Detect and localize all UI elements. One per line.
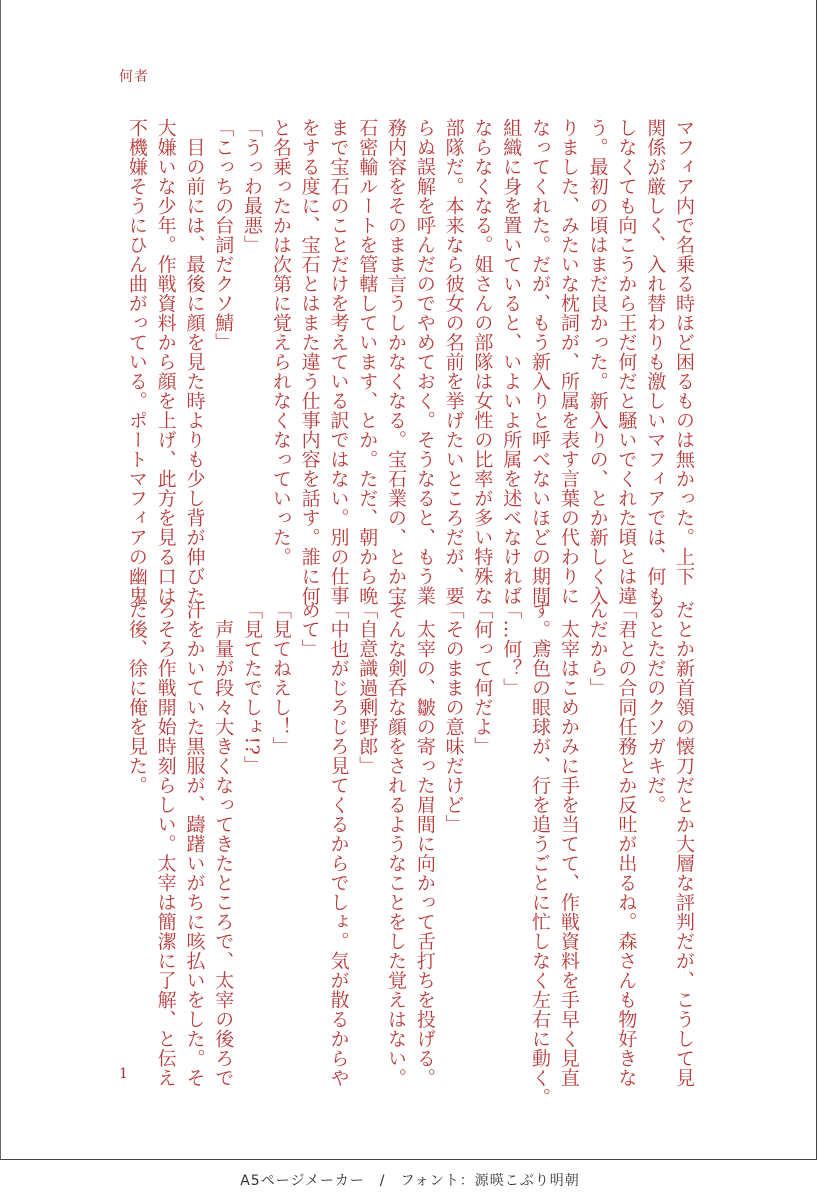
upper-text-block xyxy=(122,118,698,606)
text-line: 「何って何だよ」 xyxy=(471,600,494,756)
text-line: 「自意識過剰野郎」 xyxy=(356,600,379,776)
text-line: す。鳶色の眼球が、行を追うごとに忙しなく左右に動く。 xyxy=(529,600,552,1107)
text-line: 目の前には、最後に顔を見た時よりも少し背が伸びた xyxy=(183,118,206,606)
text-line: 組織に身を置いていると、いよいよ所属を述べなければ xyxy=(500,118,523,606)
text-line: 「こっちの台詞だクソ鯖」 xyxy=(212,118,235,352)
text-line: マフィア内で名乗る時ほど困るものは無かった。上下 xyxy=(673,118,695,586)
text-line: 務内容をそのまま言うしかなくなる。宝石業の、とか宝 xyxy=(385,118,408,606)
text-line: だとか新首領の懐刀だとか大層な評判だが、こうして見 xyxy=(673,600,695,1088)
text-line: 石密輸ルートを管轄しています、とか。ただ、朝から晩 xyxy=(356,118,379,606)
text-line: まで宝石のことだけを考えている訳ではない。別の仕事 xyxy=(327,118,350,606)
text-line: 太宰の、皺の寄った眉間に向かって舌打ちを投げる。 xyxy=(413,600,436,1088)
text-line: 「中也がじろじろ見てくるからでしょ。気が散るからや xyxy=(327,600,350,1088)
text-line: らぬ誤解を呼んだのでやめておく。そうなると、もう業 xyxy=(413,118,436,606)
lower-text-block xyxy=(122,600,698,1107)
text-line: た後、徐に俺を見た。 xyxy=(125,600,148,795)
text-line: 汗をかいていた黒服が、躊躇いがちに咳払いをした。そ xyxy=(183,600,206,1088)
text-line: う。最初の頃はまだ良かった。新入りの、とか新しく入 xyxy=(586,118,609,606)
text-line: ならなくなる。姐さんの部隊は女性の比率が多い特殊な xyxy=(471,118,494,606)
text-line: 太宰はこめかみに手を当てて、作戦資料を手早く見直 xyxy=(557,600,580,1088)
page-number: 1 xyxy=(119,1066,128,1082)
text-line: 「…何？」 xyxy=(500,600,523,698)
text-line: なってくれた。だが、もう新入りと呼べないほどの期間 xyxy=(529,118,552,606)
text-line: りました、みたいな枕詞が、所属を表す言葉の代わりに xyxy=(557,118,580,606)
text-line: と名乗ったかは次第に覚えられなくなっていった。 xyxy=(269,118,292,567)
text-line: 「うっわ最悪」 xyxy=(241,118,264,255)
text-line: 「そのままの意味だけど」 xyxy=(442,600,465,834)
text-line: 声量が段々大きくなってきたところで、太宰の後ろで xyxy=(212,600,235,1088)
text-line: めて」 xyxy=(298,600,321,659)
text-line: 大嫌いな少年。作戦資料から顔を上げ、此方を見る口は xyxy=(154,118,177,606)
text-line: 関係が厳しく、入れ替わりも激しいマフィアでは、何も xyxy=(644,118,667,606)
text-line: そんな剣呑な顔をされるようなことをした覚えはない。 xyxy=(385,600,408,1088)
text-line: をする度に、宝石とはまた違う仕事内容を話す。誰に何 xyxy=(298,118,321,606)
text-line: んだから」 xyxy=(586,600,609,698)
text-line: しなくても向こうから王だ何だと騒いでくれた頃とは違 xyxy=(615,118,638,606)
text-line: るとただのクソガキだ。 xyxy=(644,600,667,815)
text-line: 「君との合同任務とか反吐が出るね。森さんも物好きな xyxy=(615,600,638,1088)
text-line: ろそろ作戦開始時刻らしい。太宰は簡潔に了解、と伝え xyxy=(154,600,177,1088)
text-line: 部隊だ。本来なら彼女の名前を挙げたいところだが、要 xyxy=(442,118,465,606)
running-head: 何者 xyxy=(119,69,149,85)
footer-caption: A5ページメーカー / フォント：源暎こぶり明朝 xyxy=(240,1173,580,1189)
text-line: 「見てたでしょ!?」 xyxy=(241,600,264,775)
text-line: 「見てねえし！」 xyxy=(269,600,292,756)
text-line: 不機嫌そうにひん曲がっている。ポートマフィアの幽鬼 xyxy=(125,118,148,606)
